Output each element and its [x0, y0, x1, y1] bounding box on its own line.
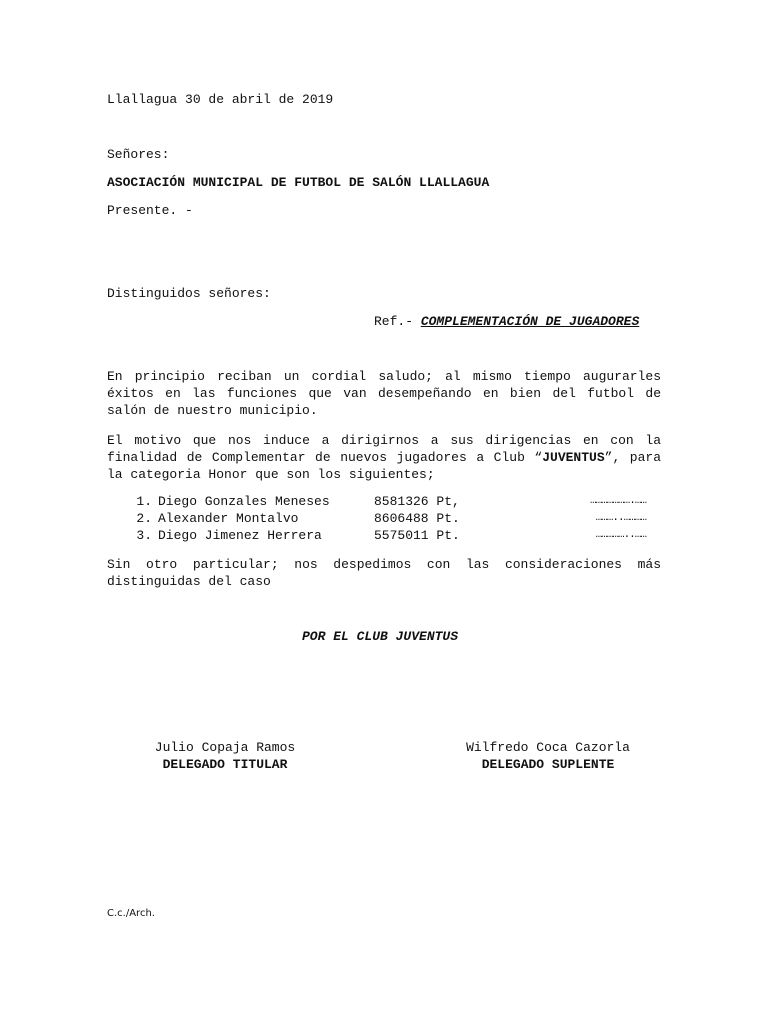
club-name: JUVENTUS [542, 450, 605, 465]
date-line: Llallagua 30 de abril de 2019 [107, 92, 334, 107]
signatory-right [418, 739, 678, 773]
list-item [128, 493, 668, 510]
closing-paragraph: Sin otro particular; nos despedimos con las consideraciones más distinguidas del caso [107, 557, 661, 589]
signatory-role: DELEGADO TITULAR [162, 757, 288, 772]
signatory-name: Wilfredo Coca Cazorla [466, 740, 630, 755]
presente-line: Presente. - [107, 203, 193, 218]
club-signoff: POR EL CLUB JUVENTUS [302, 629, 459, 644]
players-list [128, 493, 668, 544]
ref-subject: COMPLEMENTACIÓN DE JUGADORES [420, 314, 640, 329]
paragraph-2-after: ”, para la categoria Honor que son los siguientes; [107, 450, 661, 482]
list-item [128, 510, 668, 527]
item-number: 2. [136, 511, 152, 526]
signature-line: ………………….…… [589, 495, 646, 507]
recipient: ASOCIACIÓN MUNICIPAL DE FUTBOL DE SALÓN LLALLAGUA [107, 175, 490, 190]
signature-line: ……………..…… [595, 529, 646, 541]
signatory-left [95, 739, 355, 773]
item-number: 3. [136, 528, 152, 543]
player-phone: 5575011 Pt. [374, 528, 460, 543]
salutation-to: Señores: [107, 147, 170, 162]
paragraph-2 [107, 432, 661, 483]
cc-arch: C.c./Arch. [107, 908, 155, 919]
paragraph-2-before: El motivo que nos induce a dirigirnos a sus dirigencias en con la finalidad de Complementar de nuevos jugadores a Club “ [107, 433, 661, 465]
item-number: 1. [136, 494, 152, 509]
signatory-name: Julio Copaja Ramos [154, 740, 296, 755]
list-item [128, 527, 668, 544]
player-name: Alexander Montalvo [158, 511, 299, 526]
player-phone: 8606488 Pt. [374, 511, 460, 526]
reference-line [374, 313, 639, 330]
greeting: Distinguidos señores: [107, 286, 271, 301]
signature-line: ………..………… [595, 512, 646, 524]
player-name: Diego Gonzales Meneses [158, 494, 330, 509]
player-name: Diego Jimenez Herrera [158, 528, 322, 543]
ref-label: Ref.- [374, 314, 421, 329]
player-phone: 8581326 Pt, [374, 494, 460, 509]
signatory-role: DELEGADO SUPLENTE [481, 757, 615, 772]
paragraph-1: En principio reciban un cordial saludo; al mismo tiempo augurarles éxitos en las funciones que van desempeñando en bien del futbol de salón de nuestro municipio. [107, 369, 661, 418]
